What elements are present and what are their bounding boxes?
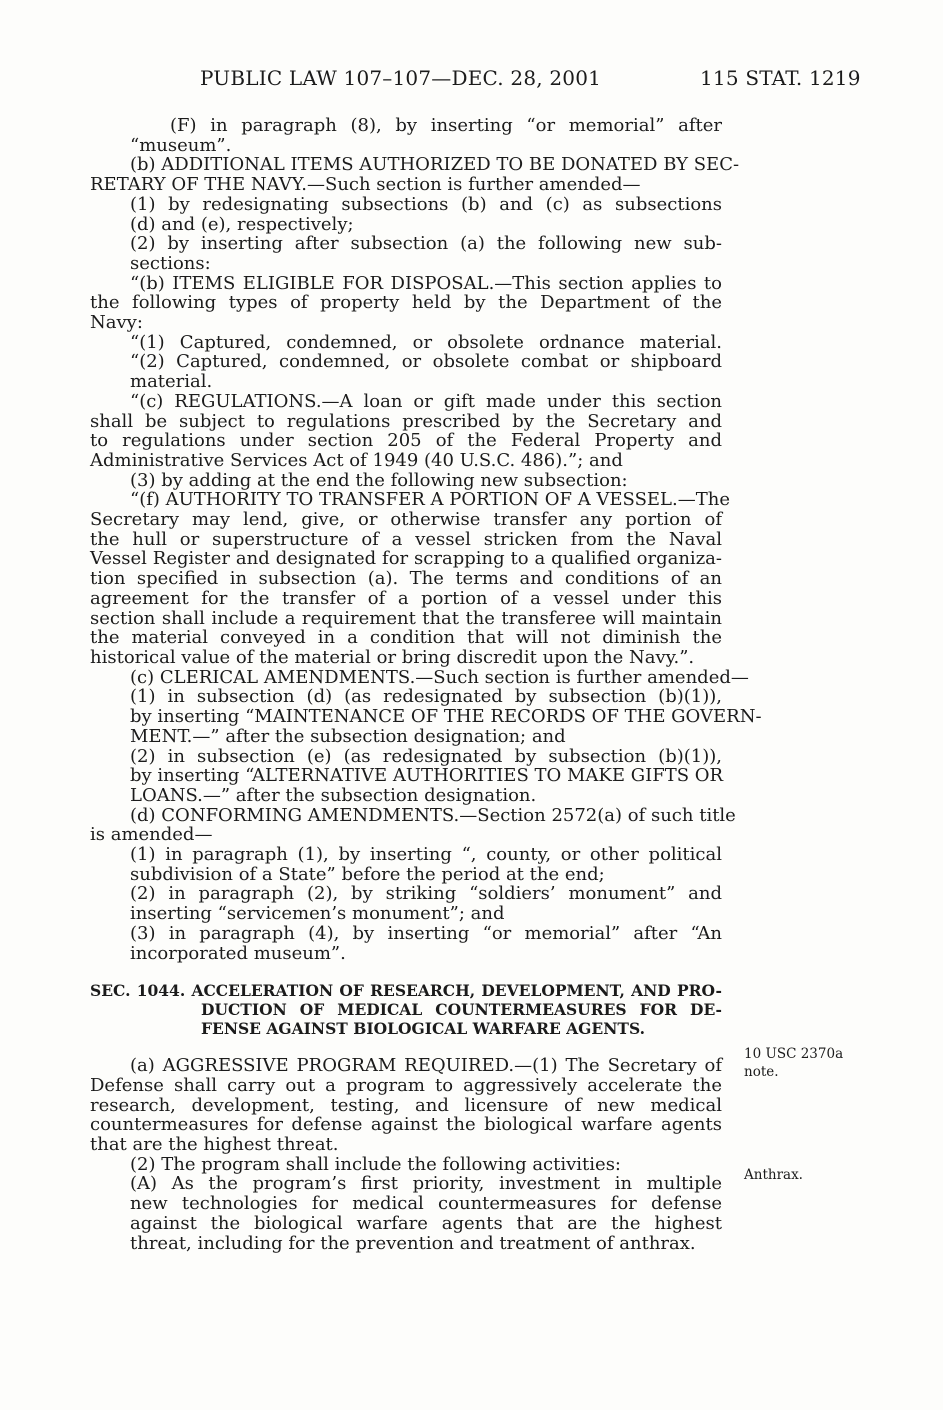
section-heading-line: DUCTION OF MEDICAL COUNTERMEASURES FOR DE- (201, 1000, 722, 1020)
section-gap (90, 1038, 722, 1056)
text-line: Vessel Register and designated for scrapping to a qualified organiza- (90, 548, 722, 570)
text-line: “(1) Captured, condemned, or obsolete ordnance material. (130, 331, 722, 353)
text-line: to regulations under section 205 of the Federal Property and (90, 430, 722, 452)
text-line: that are the highest threat. (90, 1134, 339, 1156)
text-line: by inserting “ALTERNATIVE AUTHORITIES TO MAKE GIFTS OR (130, 765, 724, 787)
text-line: Navy: (90, 312, 143, 334)
text-line: (A) As the program’s first priority, investment in multiple (130, 1173, 722, 1195)
text-line: Secretary may lend, give, or otherwise transfer any portion of (90, 509, 722, 531)
text-line: (d) and (e), respectively; (130, 213, 354, 235)
margin-note-anthrax: Anthrax. (744, 1167, 803, 1183)
running-header-right: 115 STAT. 1219 (700, 66, 861, 90)
text-line: by inserting “MAINTENANCE OF THE RECORDS OF THE GOVERN- (130, 706, 762, 728)
margin-note-citation-suffix: note. (744, 1064, 779, 1080)
section-gap (90, 963, 722, 981)
text-line: “(c) REGULATIONS.—A loan or gift made under this section (130, 390, 722, 412)
text-line: research, development, testing, and licensure of new medical (90, 1094, 722, 1116)
text-line: sections: (130, 252, 211, 274)
text-line: RETARY OF THE NAVY.—Such section is further amended— (90, 174, 641, 196)
text-line: (F) in paragraph (8), by inserting “or memorial” after (170, 115, 722, 136)
text-line: Defense shall carry out a program to aggressively accelerate the (90, 1074, 722, 1096)
text-line: (1) in subsection (d) (as redesignated by subsection (b)(1)), (130, 686, 722, 708)
text-line: (2) in subsection (e) (as redesignated by subsection (b)(1)), (130, 745, 722, 767)
text-line: countermeasures for defense against the biological warfare agents (90, 1114, 722, 1136)
text-line: (b) ADDITIONAL ITEMS AUTHORIZED TO BE DONATED BY SEC- (130, 154, 740, 176)
text-line: the hull or superstructure of a vessel stricken from the Naval (90, 528, 722, 550)
text-line: (3) in paragraph (4), by inserting “or memorial” after “An (130, 922, 722, 944)
text-line: historical value of the material or bring discredit upon the Navy.”. (90, 646, 695, 668)
text-line: “museum”. (130, 134, 232, 156)
section-heading-line: FENSE AGAINST BIOLOGICAL WARFARE AGENTS. (201, 1019, 645, 1039)
text-line: inserting “servicemen’s monument”; and (130, 903, 505, 925)
text-line: “(f) AUTHORITY TO TRANSFER A PORTION OF A VESSEL.—The (130, 489, 730, 511)
text-line: (c) CLERICAL AMENDMENTS.—Such section is further amended— (130, 666, 749, 688)
text-line: “(b) ITEMS ELIGIBLE FOR DISPOSAL.—This section applies to (130, 272, 722, 294)
text-line: (2) by inserting after subsection (a) the following new sub- (130, 233, 722, 255)
text-line: (1) in paragraph (1), by inserting “, county, or other political (130, 844, 722, 866)
text-line: threat, including for the prevention and treatment of anthrax. (130, 1232, 696, 1254)
text-line: the material conveyed in a condition that will not diminish the (90, 627, 722, 649)
text-line: against the biological warfare agents that are the highest (130, 1212, 722, 1234)
text-line: MENT.—” after the subsection designation; and (130, 725, 566, 747)
text-line: new technologies for medical countermeasures for defense (130, 1193, 722, 1215)
section-heading-line: SEC. 1044. ACCELERATION OF RESEARCH, DEVELOPMENT, AND PRO- (90, 981, 722, 1001)
text-line: Administrative Services Act of 1949 (40 U.S.C. 486).”; and (90, 449, 623, 471)
text-line: the following types of property held by the Department of the (90, 292, 722, 314)
running-header-left: PUBLIC LAW 107–107—DEC. 28, 2001 (200, 66, 602, 90)
text-line: (2) in paragraph (2), by striking “soldiers’ monument” and (130, 883, 722, 905)
text-line: (a) AGGRESSIVE PROGRAM REQUIRED.—(1) The Secretary of (130, 1055, 722, 1077)
text-line: (1) by redesignating subsections (b) and (c) as subsections (130, 193, 722, 215)
text-line: agreement for the transfer of a portion of a vessel under this (90, 587, 722, 609)
margin-note-citation: 10 USC 2370a (744, 1046, 844, 1062)
text-line: incorporated museum”. (130, 942, 346, 964)
text-line: section shall include a requirement that the transferee will maintain (90, 607, 722, 629)
text-line: LOANS.—” after the subsection designation. (130, 784, 537, 806)
text-line: material. (130, 371, 213, 393)
text-line: tion specified in subsection (a). The terms and conditions of an (90, 568, 722, 590)
text-line: (2) The program shall include the following activities: (130, 1153, 622, 1175)
text-line: is amended— (90, 824, 213, 846)
text-line: shall be subject to regulations prescribed by the Secretary and (90, 410, 722, 432)
text-line: “(2) Captured, condemned, or obsolete combat or shipboard (130, 351, 722, 373)
text-line: (d) CONFORMING AMENDMENTS.—Section 2572(a) of such title (130, 804, 736, 826)
text-line: subdivision of a State” before the period at the end; (130, 863, 605, 885)
text-line: (3) by adding at the end the following new subsection: (130, 469, 628, 491)
